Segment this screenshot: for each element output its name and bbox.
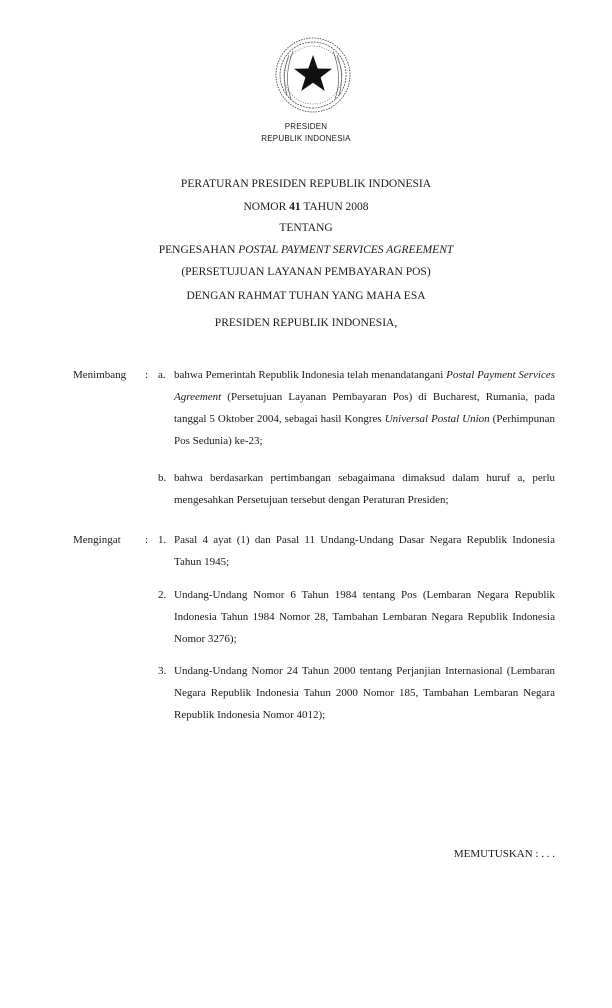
subject-italic: POSTAL PAYMENT SERVICES AGREEMENT xyxy=(238,244,454,256)
a-text-italic2: Universal Postal Union xyxy=(384,413,490,425)
garuda-star-emblem-icon xyxy=(273,35,353,115)
nomor-prefix: NOMOR xyxy=(243,201,287,213)
mengingat-colon: : xyxy=(145,534,149,546)
a-text-part3: (Perhimpunan Pos Sedunia) ke-23; xyxy=(174,413,556,447)
menimbang-label: Menimbang xyxy=(73,369,127,381)
mengingat-item-text: Undang-Undang Nomor 24 Tahun 2000 tentang Perjanjian Internasional (Lembaran Negara Republik Indonesia Tahun 2000 Nomor 185, Tambahan Lembaran Negara Republik Indonesia Nomor 4012); xyxy=(174,665,555,721)
mengingat-item-marker: 3. xyxy=(158,665,167,677)
mengingat-item-text: Pasal 4 ayat (1) dan Pasal 11 Undang-Undang Dasar Negara Republik Indonesia Tahun 1945; xyxy=(174,534,555,568)
regulation-title: PERATURAN PRESIDEN REPUBLIK INDONESIA xyxy=(180,178,432,190)
mengingat-label: Mengingat xyxy=(73,534,121,546)
president-line: PRESIDEN REPUBLIK INDONESIA, xyxy=(214,317,398,329)
subject-line xyxy=(0,244,612,256)
mengingat-item-text: Undang-Undang Nomor 6 Tahun 1984 tentang Pos (Lembaran Negara Republik Indonesia Tahun 1984 Nomor 28, Tambahan Lembaran Negara Republik Indonesia Nomor 3276); xyxy=(174,589,555,645)
tentang-heading: TENTANG xyxy=(279,222,333,234)
a-text-part2: (Persetujuan Layanan Pembayaran Pos) di Bucharest, Rumania, pada tanggal 5 Oktober 2004, sebagai hasil Kongres xyxy=(174,391,555,425)
menimbang-b-text: bahwa berdasarkan pertimbangan sebagaimana dimaksud dalam huruf a, perlu mengesahkan Persetujuan tersebut dengan Peraturan Presiden; xyxy=(174,472,555,506)
memutuskan-continuation: MEMUTUSKAN : . . . xyxy=(453,848,555,860)
a-text-part1: bahwa Pemerintah Republik Indonesia telah menandatangani xyxy=(174,369,447,381)
regulation-number xyxy=(0,201,612,213)
menimbang-colon: : xyxy=(145,369,149,381)
mengingat-item-marker: 1. xyxy=(158,534,167,546)
menimbang-b-marker: b. xyxy=(158,472,167,484)
subject-translation: (PERSETUJUAN LAYANAN PEMBAYARAN POS) xyxy=(181,266,431,278)
preamble-line: DENGAN RAHMAT TUHAN YANG MAHA ESA xyxy=(186,290,426,302)
emblem-caption-republik: REPUBLIK INDONESIA xyxy=(261,134,351,143)
subject-prefix: PENGESAHAN xyxy=(158,244,236,256)
emblem-caption-presiden: PRESIDEN xyxy=(284,122,328,131)
mengingat-item-marker: 2. xyxy=(158,589,167,601)
menimbang-a-text xyxy=(174,364,555,452)
a-text-italic1: Postal Payment Services Agreement xyxy=(174,369,555,403)
nomor-suffix: TAHUN 2008 xyxy=(303,201,369,213)
nomor-value: 41 xyxy=(289,201,301,213)
menimbang-a-marker: a. xyxy=(158,369,166,381)
